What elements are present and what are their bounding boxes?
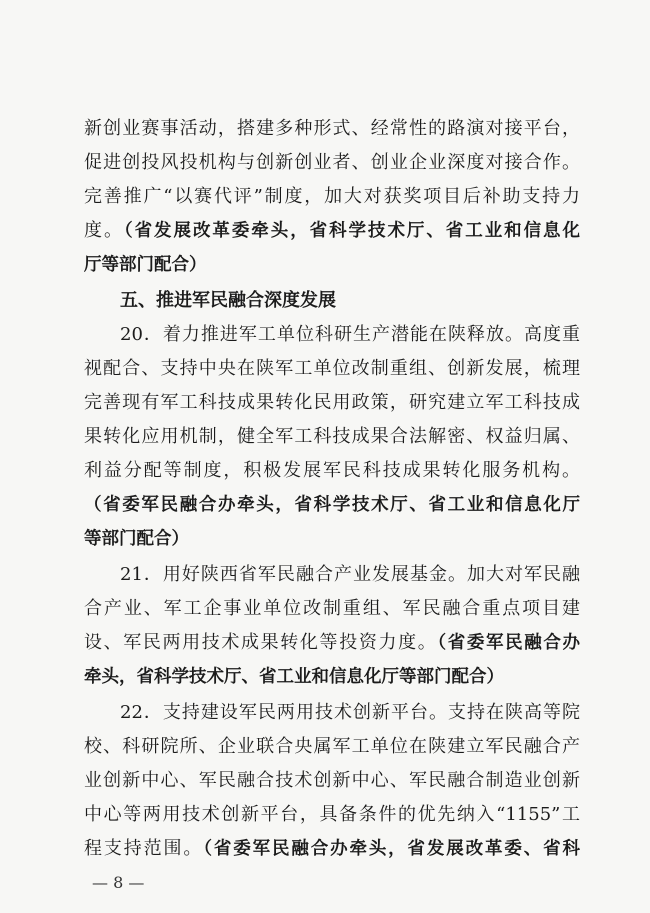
text-line-11: 利益分配等制度，积极发展军民科技成果转化服务机构。: [84, 460, 580, 481]
bold-responsibility: （省委军民融合办: [437, 633, 580, 653]
text-line-7: 20．着力推进军工单位科研生产潜能在陕释放。高度重: [120, 324, 580, 345]
text-line-22: 程支持范围。（省委军民融合办牵头，省发展改革委、省科: [84, 838, 580, 859]
text-line-4: 度。（省发展改革委牵头，省科学技术厅、省工业和信息化: [84, 220, 580, 241]
page-number: — 8 —: [92, 873, 145, 892]
text-line-12: [84, 488, 580, 522]
bold-responsibility: 等部门配合）: [84, 529, 189, 549]
text-line-21: 中心等两用技术创新平台，具备条件的优先纳入“1155”工: [84, 804, 580, 825]
text-line-13: [84, 522, 580, 556]
text-line-3: 完善推广“以赛代评”制度，加大对获奖项目后补助支持力: [84, 186, 580, 207]
text-line-2: 促进创投风投机构与创新创业者、创业企业深度对接合作。: [84, 152, 580, 173]
text-line-19: 校、科研院所、企业联合央属军工单位在陕建立军民融合产: [84, 736, 580, 757]
bold-responsibility: 厅等部门配合）: [84, 255, 207, 275]
section-heading: 五、推进军民融合深度发展: [120, 290, 336, 311]
text-line-10: 果转化应用机制，健全军工科技成果合法解密、权益归属、: [84, 426, 580, 447]
text-line-9: 完善现有军工科技成果转化民用政策，研究建立军工科技成: [84, 392, 580, 413]
text-line-20: 业创新中心、军民融合技术创新中心、军民融合制造业创新: [84, 770, 580, 791]
text-line-15: 合产业、军工企事业单位改制重组、军民融合重点项目建: [84, 598, 580, 619]
text-line-8: 视配合、支持中央在陕军工单位改制重组、创新发展，梳理: [84, 358, 580, 379]
text-line-1: 新创业赛事活动，搭建多种形式、经常性的路演对接平台，: [84, 118, 580, 139]
text-line-18: 22．支持建设军民两用技术创新平台。支持在陕高等院: [120, 702, 580, 723]
bold-responsibility: （省委军民融合办牵头，省科学技术厅、省工业和信息化厅: [84, 495, 580, 515]
text-line-5: [84, 248, 580, 282]
bold-responsibility: （省发展改革委牵头，省科学技术厅、省工业和信息化: [123, 221, 580, 241]
text-line-16: 设、军民两用技术成果转化等投资力度。（省委军民融合办: [84, 632, 580, 653]
bold-responsibility: 牵头，省科学技术厅、省工业和信息化厅等部门配合）: [84, 667, 504, 687]
text-line-14: 21．用好陕西省军民融合产业发展基金。加大对军民融: [120, 564, 580, 585]
text-line-17: [84, 660, 580, 694]
bold-responsibility: （省委军民融合办牵头，省发展改革委、省科: [203, 839, 580, 859]
